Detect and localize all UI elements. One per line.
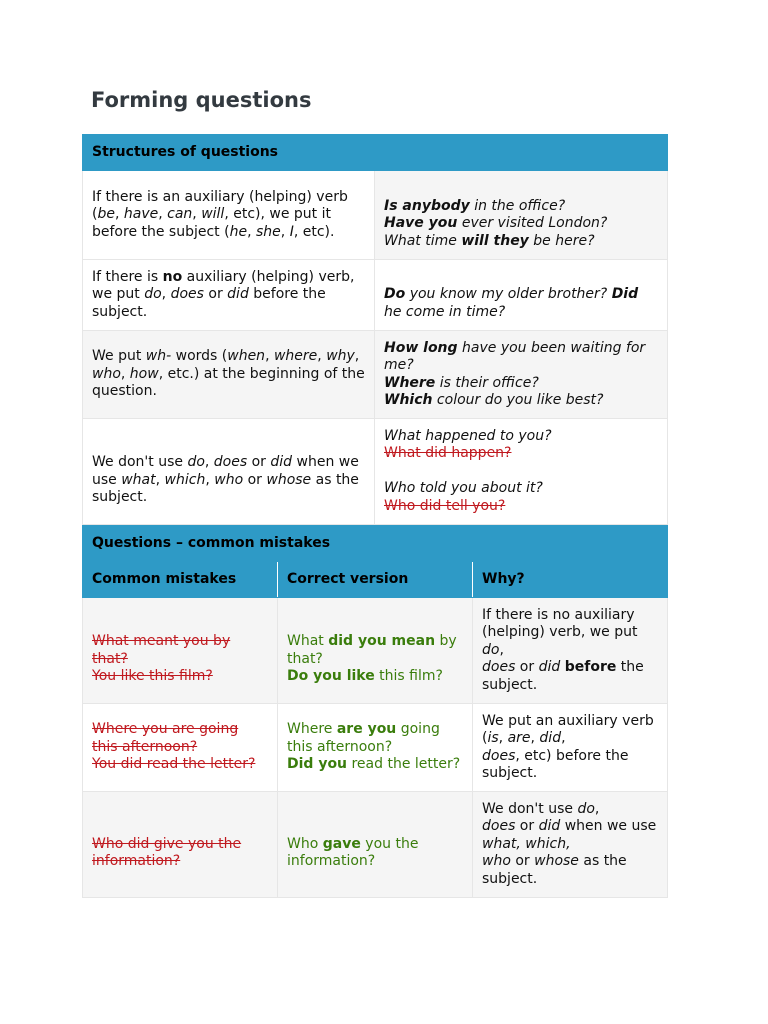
why-cell: If there is no auxiliary (helping) verb, we put do, does or did before the subject. [473, 598, 668, 704]
example-cell [375, 171, 668, 260]
example-cell [375, 419, 668, 525]
mistake-cell [83, 704, 278, 792]
rule-cell: We don't use do, does or did when we use what, which, who or whose as the subject. [83, 419, 375, 525]
wrong-example: Who did tell you? [384, 497, 506, 514]
wrong-example: You did read the letter? [92, 756, 256, 773]
correct-example: What did you mean by that? [287, 633, 457, 667]
why-cell: We don't use do, does or did when we use what, which, who or whose as the subject. [473, 792, 668, 898]
correct-example: Do you like this film? [287, 668, 443, 684]
rule-cell: We put wh- words (when, where, why, who, how, etc.) at the beginning of the question. [83, 331, 375, 419]
page-title: Forming questions [91, 88, 312, 112]
why-cell: We put an auxiliary verb (is, are, did, does, etc) before the subject. [473, 704, 668, 792]
correct-example: Where are you going this afternoon? [287, 721, 440, 755]
column-header-mistakes: Common mistakes [83, 562, 278, 598]
rule-cell: If there is no auxiliary (helping) verb, we put do, does or did before the subject. [83, 260, 375, 331]
table-row [83, 792, 668, 898]
wrong-example: You like this film? [92, 668, 213, 684]
structures-table [82, 134, 668, 525]
rule-cell: If there is an auxiliary (helping) verb (be, have, can, will, etc), we put it before the subject (he, she, I, etc). [83, 171, 375, 260]
mistakes-table [82, 525, 668, 898]
example-cell [375, 260, 668, 331]
correct-example: Who gave you the information? [287, 835, 419, 870]
example-line: What happened to you? [384, 427, 552, 444]
correct-cell [278, 598, 473, 704]
column-header-why: Why? [473, 562, 668, 598]
example-line: How long have you been waiting for me? [384, 339, 646, 373]
table-row [83, 260, 668, 331]
table-row [83, 704, 668, 792]
mistake-cell [83, 792, 278, 898]
wrong-example: What did happen? [384, 445, 512, 462]
example-line: Have you ever visited London? [384, 215, 608, 231]
example-cell [375, 331, 668, 419]
table-row [83, 598, 668, 704]
structures-header: Structures of questions [83, 135, 668, 171]
mistake-cell [83, 598, 278, 704]
example-line: Which colour do you like best? [384, 392, 604, 408]
example-line: Who told you about it? [384, 480, 543, 497]
table-row [83, 419, 668, 525]
wrong-example: Who did give you the information? [92, 835, 242, 870]
wrong-example: Where you are going this afternoon? [92, 721, 239, 755]
column-header-correct: Correct version [278, 562, 473, 598]
table-row [83, 171, 668, 260]
example-line: What time will they be here? [384, 232, 595, 249]
table-row [83, 331, 668, 419]
wrong-example: What meant you by that? [92, 633, 231, 667]
example-line: Where is their office? [384, 374, 539, 391]
correct-cell [278, 792, 473, 898]
example-line: Do you know my older brother? Did he come in time? [384, 286, 639, 320]
correct-example: Did you read the letter? [287, 756, 461, 773]
correct-cell [278, 704, 473, 792]
example-line: Is anybody in the office? [384, 197, 566, 214]
mistakes-header: Questions – common mistakes [83, 526, 668, 562]
